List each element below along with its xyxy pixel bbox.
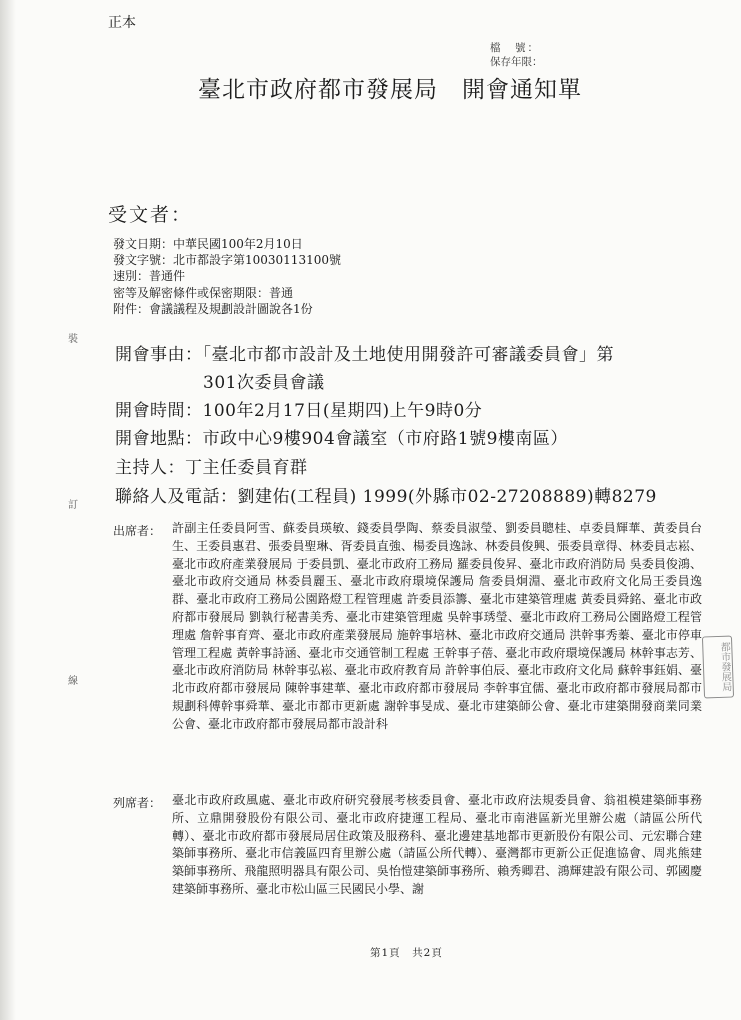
confidentiality: 密等及解密條件或保密期限：普通 xyxy=(113,285,294,300)
binding-mark-zhuang: 裝 xyxy=(68,334,78,345)
copy-mark: 正本 xyxy=(108,15,136,31)
file-number-label: 檔 號： xyxy=(490,42,540,54)
binding-mark-ding: 訂 xyxy=(68,500,78,511)
meeting-chair: 主持人：丁主任委員育群 xyxy=(115,458,308,478)
recipient-label: 受文者： xyxy=(108,204,193,226)
urgency: 速別：普通件 xyxy=(113,269,186,284)
meeting-subject-line2: 301次委員會議 xyxy=(203,373,325,393)
binding-mark-xian: 線 xyxy=(68,676,78,687)
observers-list: 臺北市政府政風處、臺北市政府研究發展考核委員會、臺北市政府法規委員會、翁祖模建築師事務所、立鼎開發股份有限公司、臺北市政府捷運工程局、臺北市南港區新光里辦公處（請區公所代轉）、臺北市政府都市發展局居住政策及服務科、臺北邊建基地都市更新股份有限公司、元宏聯合建築師事務所、臺北市信義區四育里辦公處（請區公所代轉）、臺灣都市更新公正促進協會、周兆熊建築師事務所、飛龍照明器具有限公司、吳怡愷建築師事務所、賴秀卿君、鴻輝建設有限公司、郭國慶建築師事務所、臺北市松山區三民國民小學、謝 xyxy=(172,793,702,896)
scan-edge-shadow xyxy=(0,0,16,1020)
document-title: 臺北市政府都市發展局 開會通知單 xyxy=(198,77,582,103)
retention-period-label: 保存年限： xyxy=(490,56,543,68)
dispatch-info xyxy=(113,236,341,317)
attendees-label: 出席者： xyxy=(113,524,162,538)
meeting-place: 開會地點：市政中心9樓904會議室（市府路1號9樓南區） xyxy=(115,429,568,449)
observers-label: 列席者： xyxy=(113,796,162,810)
page-number: 第1頁 共2頁 xyxy=(370,947,443,959)
meeting-subject-line1: 開會事由：「臺北市都市設計及土地使用開發許可審議委員會」第 xyxy=(115,345,614,365)
dispatch-date: 發文日期：中華民國100年2月10日 xyxy=(113,237,303,251)
meeting-time: 開會時間：100年2月17日(星期四)上午9時0分 xyxy=(115,401,483,421)
dispatch-number: 發文字號：北市都設字第10030113100號 xyxy=(113,253,341,268)
meeting-contact: 聯絡人及電話：劉建佑(工程員) 1999(外縣市02-27208889)轉8279 xyxy=(115,487,657,507)
official-seal-stamp: 都市發展局 xyxy=(702,635,734,698)
attachments: 附件：會議議程及規劃設計圖說各1份 xyxy=(113,301,313,316)
attendees-list: 許副主任委員阿雪、蘇委員瑛敏、錢委員學陶、蔡委員淑瑩、劉委員聰桂、卓委員輝華、黃委員台生、王委員惠君、張委員聖琳、胥委員直強、楊委員逸詠、林委員俊興、張委員章得、林委員志崧、臺北市政府產業發展局 于委員凱、臺北市政府工務局 羅委員俊昇、臺北市政府消防局 吳委員俊鴻、臺北市政府交通局 林委員麗玉、臺北市政府環境保護局 詹委員炯淵、臺北市政府文化局王委員逸群、臺北市政府工務局公園路燈工程管理處 許委員添籌、臺北市建築管理處 黃委員舜銘、臺北市政府都市發展局 劉執行秘書美秀、臺北市建築管理處 吳幹事琇瑩、臺北市政府工務局公園路燈工程管理處 詹幹事育齊、臺北市政府產業發展局 施幹事培林、臺北市政府交通局 洪幹事秀蓁、臺北市停車管理工程處 黃幹事詩涵、臺北市交通管制工程處 王幹事子蓓、臺北市政府環境保護局 林幹事志芳、臺北市政府消防局 林幹事弘崧、臺北市政府教育局 許幹事伯辰、臺北市政府文化局 蘇幹事鈺娟、臺北市政府都市發展局 陳幹事建華、臺北市政府都市發展局 李幹事宜儒、臺北市政府都市發展局都市規劃科傅幹事舜華、臺北市都市更新處 謝幹事旻成、臺北市建築師公會、臺北市建築開發商業同業公會、臺北市政府都市發展局都市設計科 xyxy=(172,521,702,731)
